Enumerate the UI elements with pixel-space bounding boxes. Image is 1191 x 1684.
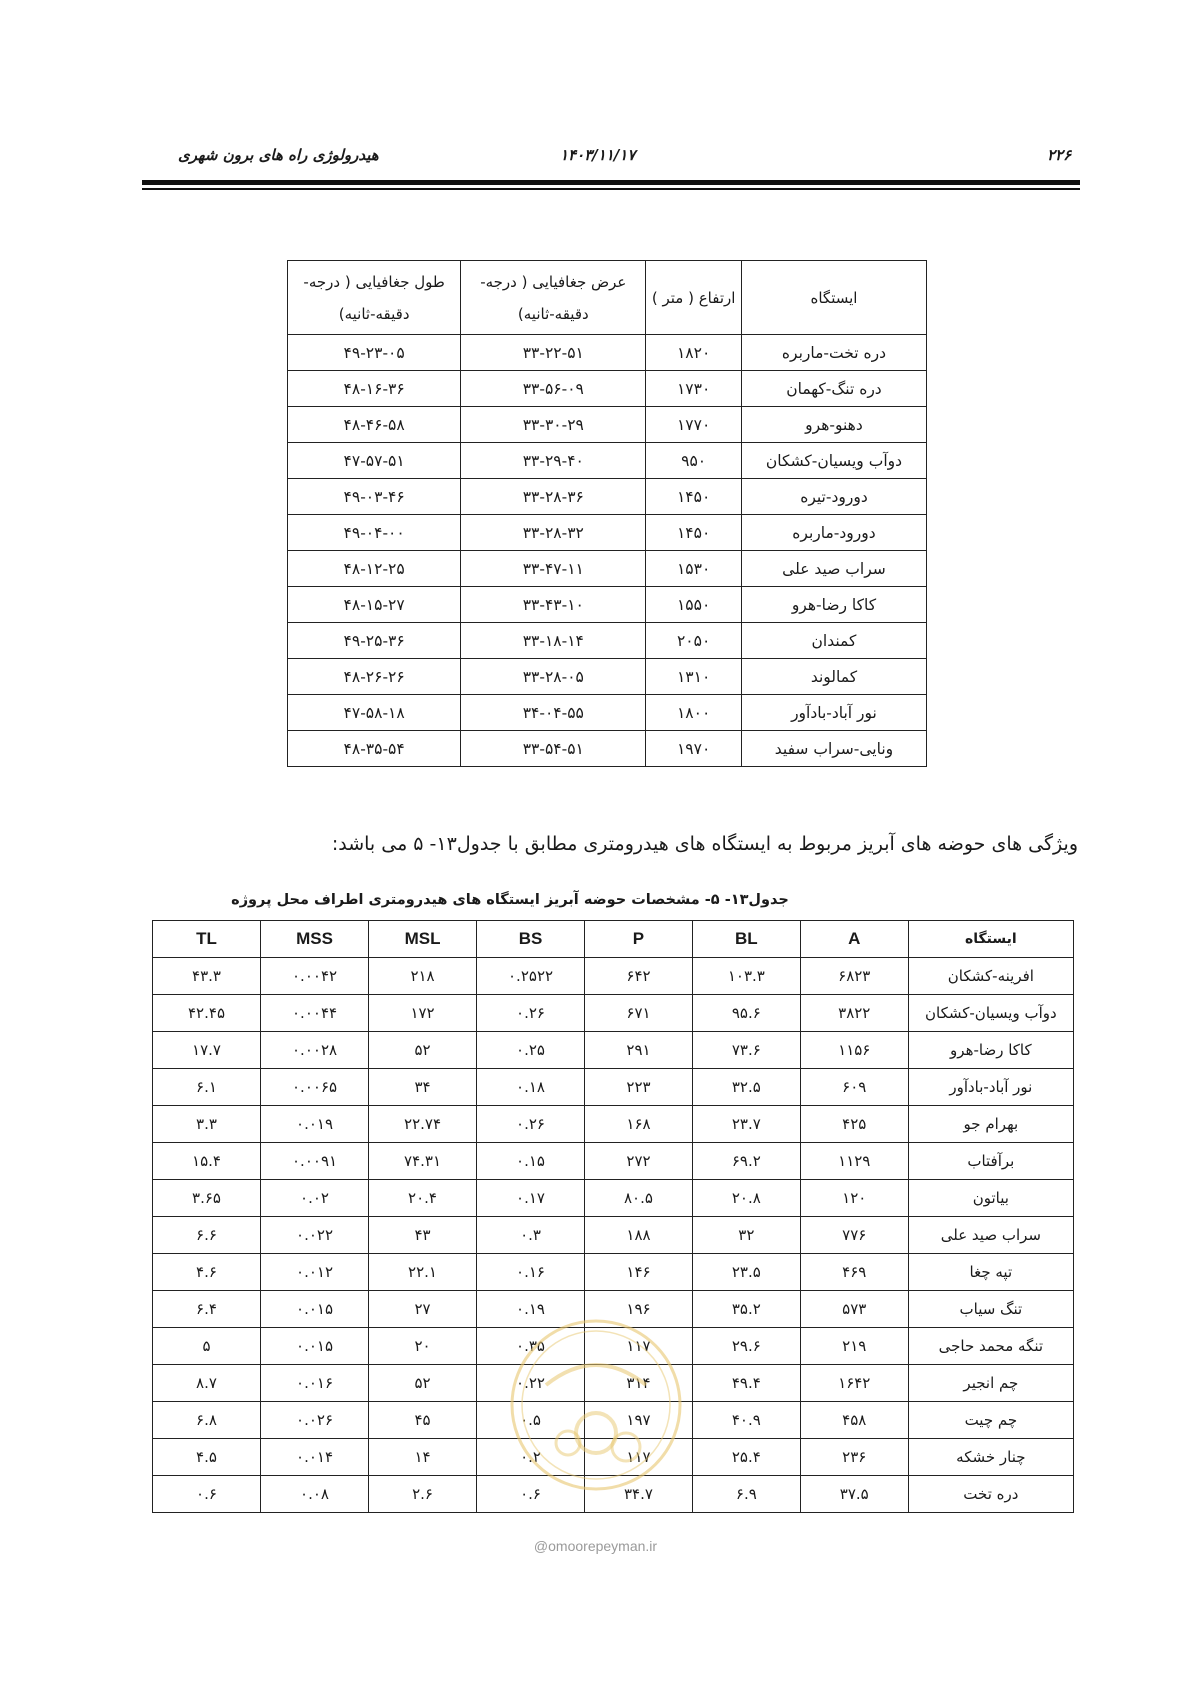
cell-msl: ۲۱۸	[369, 958, 477, 995]
table-row	[288, 443, 927, 479]
table-row	[153, 1365, 1074, 1402]
cell-station: نور آباد-بادآور	[741, 695, 926, 731]
cell-msl: ۵۲	[369, 1365, 477, 1402]
table-row	[288, 479, 927, 515]
cell-tl: ۱۷.۷	[153, 1032, 261, 1069]
col-bl: BL	[692, 921, 800, 958]
intro-paragraph: ویژگی های حوضه های آبریز مربوط به ایستگاه های هیدرومتری مطابق با جدول۱۳- ۵ می باشد:	[331, 833, 1078, 855]
cell-bl: ۳۵.۲	[692, 1291, 800, 1328]
basin-table-header	[153, 921, 1074, 958]
cell-station: دورود-تیره	[741, 479, 926, 515]
cell-msl: ۱۴	[369, 1439, 477, 1476]
cell-latitude: ۳۳-۵۶-۰۹	[461, 371, 646, 407]
cell-mss: ۰.۰۰۹۱	[261, 1143, 369, 1180]
col-mss: MSS	[261, 921, 369, 958]
col-longitude: طول جغافیایی ( درجه-دقیقه-ثانیه)	[288, 261, 461, 335]
cell-tl: ۵	[153, 1328, 261, 1365]
cell-bs: ۰.۱۵	[477, 1143, 585, 1180]
cell-p: ۲۷۲	[585, 1143, 693, 1180]
cell-tl: ۴.۵	[153, 1439, 261, 1476]
cell-bl: ۱۰۳.۳	[692, 958, 800, 995]
cell-mss: ۰.۰۱۶	[261, 1365, 369, 1402]
cell-p: ۱۴۶	[585, 1254, 693, 1291]
cell-a: ۴۶۹	[800, 1254, 908, 1291]
cell-tl: ۳.۳	[153, 1106, 261, 1143]
cell-bl: ۳۲.۵	[692, 1069, 800, 1106]
cell-bl: ۲۳.۷	[692, 1106, 800, 1143]
watermark-url-text: omoorepeyman.ir	[548, 1538, 658, 1554]
cell-tl: ۴۲.۴۵	[153, 995, 261, 1032]
cell-longitude: ۴۸-۱۶-۳۶	[288, 371, 461, 407]
cell-latitude: ۳۳-۱۸-۱۴	[461, 623, 646, 659]
cell-station: تنگه محمد حاجی	[908, 1328, 1073, 1365]
cell-msl: ۷۴.۳۱	[369, 1143, 477, 1180]
cell-mss: ۰.۰۱۵	[261, 1291, 369, 1328]
cell-tl: ۰.۶	[153, 1476, 261, 1513]
cell-mss: ۰.۰۰۴۴	[261, 995, 369, 1032]
cell-station: دهنو-هرو	[741, 407, 926, 443]
cell-bs: ۰.۲۶	[477, 995, 585, 1032]
cell-msl: ۲۷	[369, 1291, 477, 1328]
cell-msl: ۲۰.۴	[369, 1180, 477, 1217]
cell-station: دوآب ویسیان-کشکان	[908, 995, 1073, 1032]
cell-p: ۶۴۲	[585, 958, 693, 995]
col-a: A	[800, 921, 908, 958]
cell-bs: ۰.۲۵	[477, 1032, 585, 1069]
cell-p: ۸۰.۵	[585, 1180, 693, 1217]
col-tl: TL	[153, 921, 261, 958]
table-row	[153, 995, 1074, 1032]
cell-tl: ۶.۴	[153, 1291, 261, 1328]
cell-a: ۳۷.۵	[800, 1476, 908, 1513]
header-title: هیدرولوژی راه های برون شهری	[178, 146, 379, 164]
cell-latitude: ۳۳-۴۳-۱۰	[461, 587, 646, 623]
cell-bl: ۲۳.۵	[692, 1254, 800, 1291]
col-station: ایستگاه	[741, 261, 926, 335]
cell-bs: ۰.۱۹	[477, 1291, 585, 1328]
table-row	[288, 695, 927, 731]
cell-p: ۱۸۸	[585, 1217, 693, 1254]
cell-p: ۲۲۳	[585, 1069, 693, 1106]
table-row	[153, 1032, 1074, 1069]
cell-mss: ۰.۰۱۹	[261, 1106, 369, 1143]
cell-elevation: ۹۵۰	[646, 443, 742, 479]
table-row	[153, 1254, 1074, 1291]
cell-station: بیاتون	[908, 1180, 1073, 1217]
header-rule-thin	[142, 188, 1080, 190]
cell-station: کمندان	[741, 623, 926, 659]
cell-latitude: ۳۳-۲۸-۰۵	[461, 659, 646, 695]
cell-elevation: ۱۴۵۰	[646, 479, 742, 515]
cell-bs: ۰.۳۵	[477, 1328, 585, 1365]
cell-latitude: ۳۳-۳۰-۲۹	[461, 407, 646, 443]
cell-longitude: ۴۹-۲۳-۰۵	[288, 335, 461, 371]
cell-msl: ۱۷۲	[369, 995, 477, 1032]
table-row	[288, 371, 927, 407]
col-bs: BS	[477, 921, 585, 958]
cell-mss: ۰.۰۰۴۲	[261, 958, 369, 995]
table-row	[153, 1180, 1074, 1217]
cell-mss: ۰.۰۱۲	[261, 1254, 369, 1291]
cell-a: ۴۵۸	[800, 1402, 908, 1439]
table-row	[288, 335, 927, 371]
cell-station: دره تخت	[908, 1476, 1073, 1513]
cell-a: ۷۷۶	[800, 1217, 908, 1254]
table-row	[288, 587, 927, 623]
cell-station: سراب صید علی	[741, 551, 926, 587]
cell-station: ونایی-سراب سفید	[741, 731, 926, 767]
cell-station: دره تخت-ماربره	[741, 335, 926, 371]
cell-bl: ۹۵.۶	[692, 995, 800, 1032]
cell-elevation: ۱۷۷۰	[646, 407, 742, 443]
table-row	[288, 515, 927, 551]
cell-a: ۶۰۹	[800, 1069, 908, 1106]
header-date: ۱۴۰۳/۱۱/۱۷	[560, 146, 636, 164]
cell-bl: ۷۳.۶	[692, 1032, 800, 1069]
cell-bl: ۳۲	[692, 1217, 800, 1254]
cell-longitude: ۴۹-۲۵-۳۶	[288, 623, 461, 659]
col-latitude: عرض جغافیایی ( درجه-دقیقه-ثانیه)	[461, 261, 646, 335]
col-elevation: ارتفاع ( متر )	[646, 261, 742, 335]
table-row	[288, 731, 927, 767]
table-row	[153, 1402, 1074, 1439]
cell-longitude: ۴۹-۰۴-۰۰	[288, 515, 461, 551]
table-row	[153, 1143, 1074, 1180]
table-row	[288, 659, 927, 695]
cell-longitude: ۴۷-۵۸-۱۸	[288, 695, 461, 731]
cell-longitude: ۴۸-۲۶-۲۶	[288, 659, 461, 695]
cell-bs: ۰.۵	[477, 1402, 585, 1439]
cell-a: ۶۸۲۳	[800, 958, 908, 995]
cell-elevation: ۱۷۳۰	[646, 371, 742, 407]
cell-mss: ۰.۰۱۴	[261, 1439, 369, 1476]
cell-longitude: ۴۷-۵۷-۵۱	[288, 443, 461, 479]
cell-latitude: ۳۳-۲۲-۵۱	[461, 335, 646, 371]
cell-longitude: ۴۸-۱۲-۲۵	[288, 551, 461, 587]
cell-tl: ۳.۶۵	[153, 1180, 261, 1217]
cell-a: ۲۳۶	[800, 1439, 908, 1476]
cell-station: چنار خشکه	[908, 1439, 1073, 1476]
cell-bl: ۲۰.۸	[692, 1180, 800, 1217]
cell-bs: ۰.۳	[477, 1217, 585, 1254]
cell-msl: ۴۵	[369, 1402, 477, 1439]
cell-mss: ۰.۰۱۵	[261, 1328, 369, 1365]
cell-elevation: ۱۵۵۰	[646, 587, 742, 623]
cell-msl: ۲۲.۷۴	[369, 1106, 477, 1143]
table-row	[153, 1476, 1074, 1513]
cell-p: ۱۹۷	[585, 1402, 693, 1439]
cell-station: دورود-ماربره	[741, 515, 926, 551]
cell-bs: ۰.۲	[477, 1439, 585, 1476]
col-p: P	[585, 921, 693, 958]
col-station: ایستگاه	[908, 921, 1073, 958]
cell-a: ۱۲۰	[800, 1180, 908, 1217]
table-row	[153, 1291, 1074, 1328]
cell-mss: ۰.۰۸	[261, 1476, 369, 1513]
cell-msl: ۲.۶	[369, 1476, 477, 1513]
cell-bs: ۰.۲۶	[477, 1106, 585, 1143]
cell-station: افرینه-کشکان	[908, 958, 1073, 995]
cell-station: برآفتاب	[908, 1143, 1073, 1180]
cell-elevation: ۱۹۷۰	[646, 731, 742, 767]
cell-bl: ۲۵.۴	[692, 1439, 800, 1476]
cell-station: تپه چغا	[908, 1254, 1073, 1291]
cell-tl: ۶.۶	[153, 1217, 261, 1254]
cell-bl: ۴۹.۴	[692, 1365, 800, 1402]
cell-mss: ۰.۰۲۶	[261, 1402, 369, 1439]
table-row	[153, 958, 1074, 995]
cell-p: ۲۹۱	[585, 1032, 693, 1069]
stations-table	[287, 260, 927, 767]
cell-elevation: ۱۸۰۰	[646, 695, 742, 731]
table-caption: جدول۱۳- ۵- مشخصات حوضه آبریز ایستگاه های هیدرومتری اطراف محل پروژه	[231, 892, 789, 908]
cell-bs: ۰.۲۲	[477, 1365, 585, 1402]
cell-station: کمالوند	[741, 659, 926, 695]
table-row	[153, 1106, 1074, 1143]
cell-msl: ۲۰	[369, 1328, 477, 1365]
running-header	[140, 142, 1080, 168]
cell-p: ۱۶۸	[585, 1106, 693, 1143]
cell-station: کاکا رضا-هرو	[908, 1032, 1073, 1069]
cell-a: ۳۸۲۲	[800, 995, 908, 1032]
cell-msl: ۳۴	[369, 1069, 477, 1106]
cell-bs: ۰.۱۶	[477, 1254, 585, 1291]
cell-mss: ۰.۰۰۲۸	[261, 1032, 369, 1069]
watermark-at-icon: @	[533, 1538, 549, 1554]
cell-station: نور آباد-بادآور	[908, 1069, 1073, 1106]
cell-p: ۱۱۷	[585, 1328, 693, 1365]
cell-p: ۳۱۴	[585, 1365, 693, 1402]
cell-latitude: ۳۳-۲۸-۳۶	[461, 479, 646, 515]
header-rule-thick	[142, 180, 1080, 185]
cell-tl: ۴.۶	[153, 1254, 261, 1291]
cell-elevation: ۱۵۳۰	[646, 551, 742, 587]
cell-longitude: ۴۸-۳۵-۵۴	[288, 731, 461, 767]
cell-station: دوآب ویسیان-کشکان	[741, 443, 926, 479]
cell-tl: ۶.۸	[153, 1402, 261, 1439]
cell-p: ۱۱۷	[585, 1439, 693, 1476]
table-row	[153, 1217, 1074, 1254]
cell-a: ۴۲۵	[800, 1106, 908, 1143]
cell-station: چم چیت	[908, 1402, 1073, 1439]
cell-mss: ۰.۰۲	[261, 1180, 369, 1217]
cell-a: ۱۱۲۹	[800, 1143, 908, 1180]
cell-bs: ۰.۲۵۲۲	[477, 958, 585, 995]
cell-station: بهرام جو	[908, 1106, 1073, 1143]
table-row	[288, 407, 927, 443]
basin-table	[152, 920, 1074, 1513]
cell-tl: ۸.۷	[153, 1365, 261, 1402]
cell-elevation: ۱۸۲۰	[646, 335, 742, 371]
cell-bl: ۶.۹	[692, 1476, 800, 1513]
cell-p: ۳۴.۷	[585, 1476, 693, 1513]
cell-latitude: ۳۴-۰۴-۵۵	[461, 695, 646, 731]
cell-bs: ۰.۱۸	[477, 1069, 585, 1106]
cell-latitude: ۳۳-۵۴-۵۱	[461, 731, 646, 767]
cell-station: دره تنگ-کهمان	[741, 371, 926, 407]
table-row	[288, 623, 927, 659]
cell-longitude: ۴۹-۰۳-۴۶	[288, 479, 461, 515]
cell-p: ۱۹۶	[585, 1291, 693, 1328]
cell-bs: ۰.۶	[477, 1476, 585, 1513]
cell-a: ۲۱۹	[800, 1328, 908, 1365]
cell-station: چم انجیر	[908, 1365, 1073, 1402]
cell-msl: ۵۲	[369, 1032, 477, 1069]
cell-msl: ۲۲.۱	[369, 1254, 477, 1291]
cell-a: ۵۷۳	[800, 1291, 908, 1328]
cell-latitude: ۳۳-۲۸-۳۲	[461, 515, 646, 551]
cell-latitude: ۳۳-۴۷-۱۱	[461, 551, 646, 587]
stations-table-header	[288, 261, 927, 335]
cell-tl: ۴۳.۳	[153, 958, 261, 995]
table-row	[153, 1439, 1074, 1476]
cell-latitude: ۳۳-۲۹-۴۰	[461, 443, 646, 479]
cell-msl: ۴۳	[369, 1217, 477, 1254]
cell-elevation: ۲۰۵۰	[646, 623, 742, 659]
cell-elevation: ۱۳۱۰	[646, 659, 742, 695]
cell-bl: ۴۰.۹	[692, 1402, 800, 1439]
cell-a: ۱۶۴۲	[800, 1365, 908, 1402]
cell-longitude: ۴۸-۱۵-۲۷	[288, 587, 461, 623]
cell-bl: ۶۹.۲	[692, 1143, 800, 1180]
cell-bl: ۲۹.۶	[692, 1328, 800, 1365]
cell-station: کاکا رضا-هرو	[741, 587, 926, 623]
table-row	[153, 1069, 1074, 1106]
table-row	[288, 551, 927, 587]
cell-longitude: ۴۸-۴۶-۵۸	[288, 407, 461, 443]
cell-station: تنگ سیاب	[908, 1291, 1073, 1328]
cell-tl: ۱۵.۴	[153, 1143, 261, 1180]
page-number: ۲۲۶	[1047, 146, 1072, 164]
watermark-url	[0, 1538, 1191, 1554]
cell-station: سراب صید علی	[908, 1217, 1073, 1254]
cell-mss: ۰.۰۲۲	[261, 1217, 369, 1254]
cell-p: ۶۷۱	[585, 995, 693, 1032]
cell-mss: ۰.۰۰۶۵	[261, 1069, 369, 1106]
table-row	[153, 1328, 1074, 1365]
cell-a: ۱۱۵۶	[800, 1032, 908, 1069]
col-msl: MSL	[369, 921, 477, 958]
cell-tl: ۶.۱	[153, 1069, 261, 1106]
cell-bs: ۰.۱۷	[477, 1180, 585, 1217]
cell-elevation: ۱۴۵۰	[646, 515, 742, 551]
